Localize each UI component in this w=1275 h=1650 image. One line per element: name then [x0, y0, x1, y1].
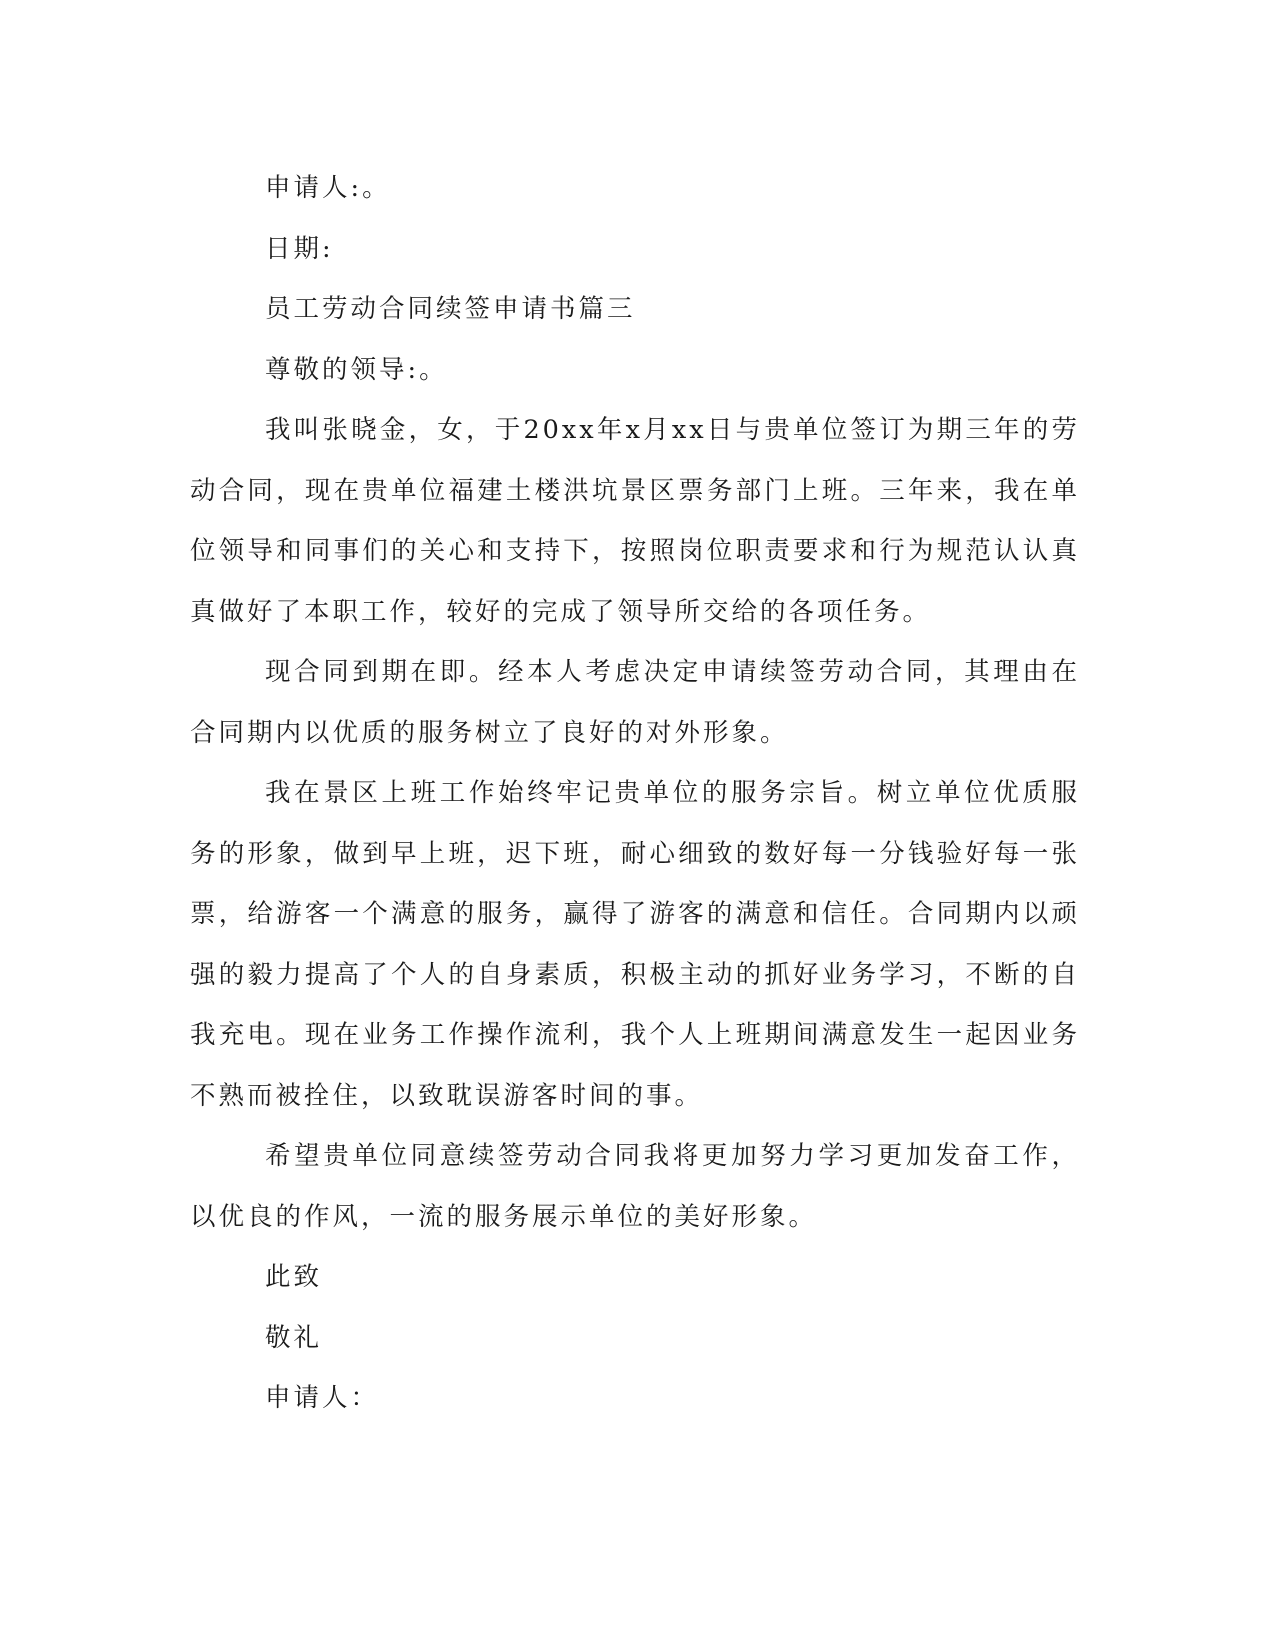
body-paragraph-performance: 我在景区上班工作始终牢记贵单位的服务宗旨。树立单位优质服务的形象，做到早上班，迟下班，耐心细致的数好每一分钱验好每一张票，给游客一个满意的服务，赢得了游客的满意和信任。合同期内以顽强的毅力提高了个人的自身素质，积极主动的抓好业务学习，不断的自我充电。现在业务工作操作流利，我个人上班期间满意发生一起因业务不熟而被拴住，以致耽误游客时间的事。: [190, 778, 1080, 1111]
applicant-line-bottom: 申请人：: [265, 1383, 380, 1413]
closing-cizhi: 此致: [265, 1262, 323, 1292]
document-body: [190, 158, 1080, 1429]
closing-jingli: 敬礼: [265, 1322, 323, 1353]
applicant-line-top: 申请人:。: [265, 173, 391, 203]
body-paragraph-reason: 现合同到期在即。经本人考虑决定申请续签劳动合同，其理由在合同期内以优质的服务树立了良好的对外形象。: [190, 657, 1080, 748]
body-paragraph-hope: 希望贵单位同意续签劳动合同我将更加努力学习更加发奋工作，以优良的作风，一流的服务展示单位的美好形象。: [190, 1141, 1080, 1232]
section-title: 员工劳动合同续签申请书篇三: [265, 294, 636, 324]
body-paragraph-intro: 我叫张晓金，女，于20xx年x月xx日与贵单位签订为期三年的劳动合同，现在贵单位福建土楼洪坑景区票务部门上班。三年来，我在单位领导和同事们的关心和支持下，按照岗位职责要求和行为规范认认真真做好了本职工作，较好的完成了领导所交给的各项任务。: [190, 415, 1080, 627]
salutation: 尊敬的领导:。: [265, 354, 448, 385]
date-line: 日期:: [265, 233, 334, 264]
